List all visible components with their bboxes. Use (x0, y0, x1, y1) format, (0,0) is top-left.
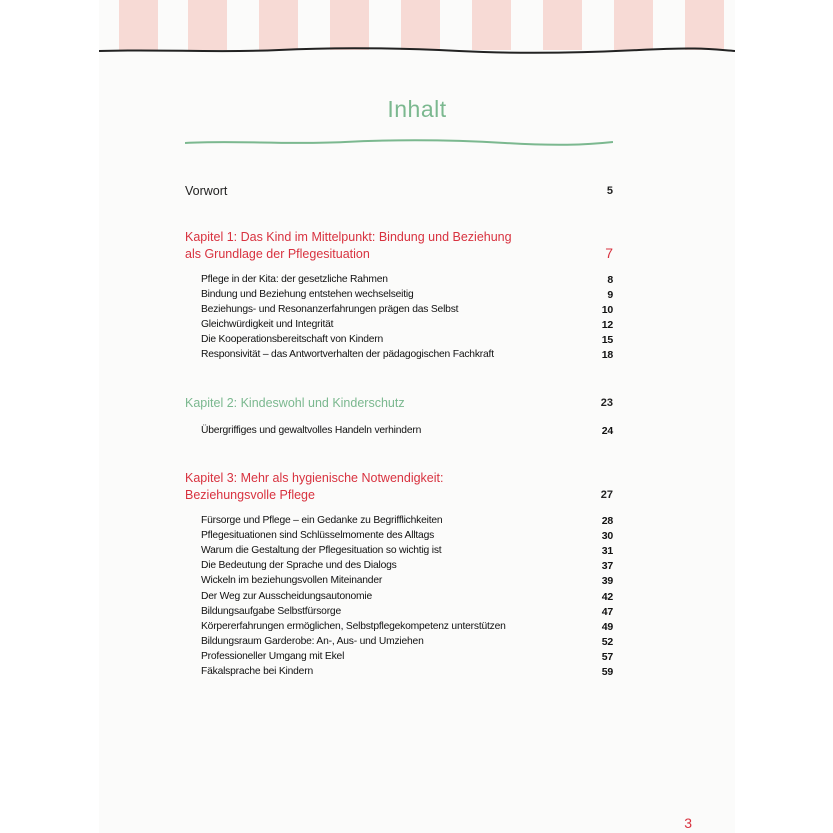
toc-entry-label: Die Bedeutung der Sprache und des Dialogs (201, 560, 397, 571)
stripe (401, 0, 440, 50)
page-title: Inhalt (387, 96, 447, 122)
toc-entry-label: Der Weg zur Ausscheidungsautonomie (201, 591, 373, 602)
toc-vorwort-page-number: 5 (606, 185, 613, 197)
decorative-stripes (99, 0, 735, 50)
toc-entry-page-number: 12 (601, 319, 613, 331)
toc-entry-page-number: 42 (601, 591, 613, 603)
toc-entry-page-number: 31 (601, 545, 613, 557)
toc-entry-label: Pflege in der Kita: der gesetzliche Rahmen (201, 274, 388, 285)
toc-entry-page-number: 49 (601, 621, 613, 633)
toc-entry-label: Die Kooperationsbereitschaft von Kindern (201, 334, 384, 345)
toc-chapter-label: Kapitel 2: Kindeswohl und Kinderschutz (185, 396, 405, 410)
stripe (472, 0, 511, 50)
toc-entry-page-number: 39 (601, 575, 613, 587)
toc-entry-page-number: 59 (601, 666, 613, 678)
toc-entry-label: Bildungsraum Garderobe: An-, Aus- und Umziehen (201, 636, 424, 647)
toc-entry-page-number: 9 (607, 289, 613, 301)
book-page (99, 0, 735, 833)
toc-entry-label: Warum die Gestaltung der Pflegesituation so wichtig ist (201, 545, 442, 556)
toc-entry-page-number: 57 (601, 651, 613, 663)
toc-chapter-line2-label: als Grundlage der Pflegesituation (185, 247, 370, 261)
toc-entry-label: Beziehungs- und Resonanzerfahrungen prägen das Selbst (201, 304, 459, 315)
toc-entry-label: Übergriffiges und gewaltvolles Handeln verhindern (201, 425, 422, 436)
toc-entry-label: Gleichwürdigkeit und Integrität (201, 319, 334, 330)
toc-entry-label: Bildungsaufgabe Selbstfürsorge (201, 606, 341, 617)
toc-entry-page-number: 30 (601, 530, 613, 542)
toc-entry-page-number: 47 (601, 606, 613, 618)
stripe (614, 0, 653, 50)
toc-entry-page-number: 52 (601, 636, 613, 648)
stripe (119, 0, 158, 50)
toc-chapter-line2-label: Beziehungsvolle Pflege (185, 488, 315, 502)
toc-entry-label: Körpererfahrungen ermöglichen, Selbstpflegekompetenz unterstützen (201, 621, 506, 632)
toc-entry-page-number: 15 (601, 334, 613, 346)
toc-entry-label: Bindung und Beziehung entstehen wechselseitig (201, 289, 414, 300)
stripe (543, 0, 582, 50)
page-number: 3 (684, 815, 692, 831)
toc-chapter-label: Kapitel 1: Das Kind im Mittelpunkt: Bindung und Beziehung (185, 230, 512, 244)
toc-entry-label: Fürsorge und Pflege – ein Gedanke zu Begrifflichkeiten (201, 515, 443, 526)
toc-entry-page-number: 8 (607, 274, 613, 286)
stripe (330, 0, 369, 50)
toc-chapter-page-number: 23 (600, 397, 613, 409)
toc-chapter-line2-page-number: 27 (600, 489, 613, 501)
toc-entry-page-number: 37 (601, 560, 613, 572)
toc-entry-label: Pflegesituationen sind Schlüsselmomente des Alltags (201, 530, 435, 541)
toc-chapter-line2-page-number: 7 (605, 245, 613, 261)
toc-entry-label: Professioneller Umgang mit Ekel (201, 651, 345, 662)
toc-entry-page-number: 18 (601, 349, 613, 361)
toc-chapter-label: Kapitel 3: Mehr als hygienische Notwendigkeit: (185, 471, 444, 485)
stripe (259, 0, 298, 50)
toc-entry-label: Fäkalsprache bei Kindern (201, 666, 313, 677)
stripe (188, 0, 227, 50)
stripe (685, 0, 724, 50)
top-ink-line (99, 44, 735, 58)
toc-vorwort-label: Vorwort (185, 184, 228, 198)
title-underline (185, 137, 613, 149)
toc-entry-label: Responsivität – das Antwortverhalten der pädagogischen Fachkraft (201, 349, 494, 360)
toc-entry-page-number: 28 (601, 515, 613, 527)
toc-entry-page-number: 10 (601, 304, 613, 316)
toc-entry-label: Wickeln im beziehungsvollen Miteinander (201, 575, 383, 586)
toc-entry-page-number: 24 (601, 425, 613, 437)
